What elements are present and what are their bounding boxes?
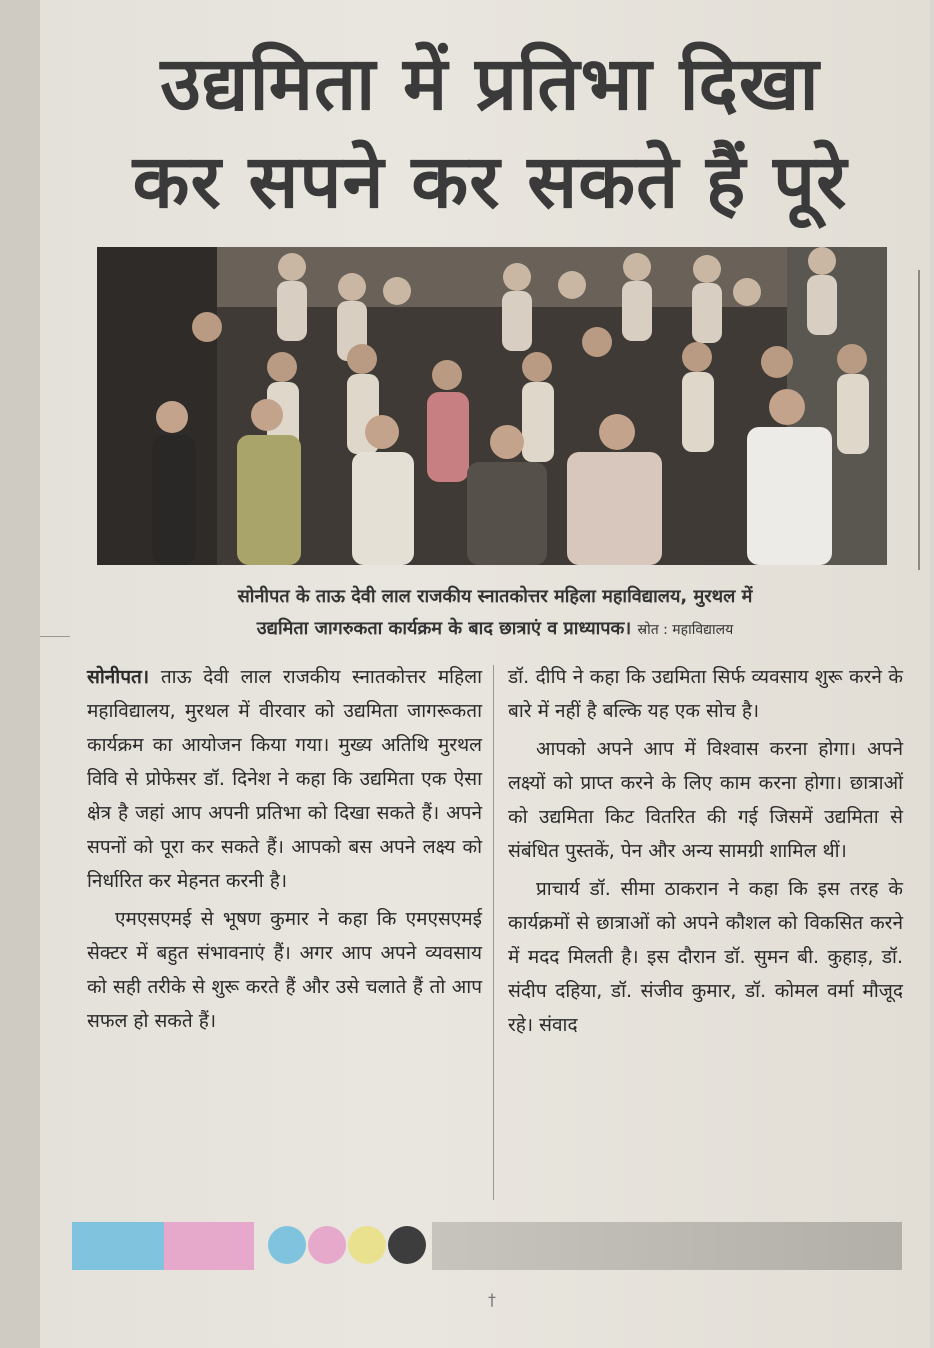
headline-line-2: कर सपने कर सकते हैं पूरे	[132, 139, 848, 225]
color-bar-gray	[432, 1222, 902, 1270]
article-paragraph-5	[508, 872, 903, 1042]
paragraph-text: प्राचार्य डॉ. सीमा ठाकरान ने कहा कि इस तरह के कार्यक्रमों से छात्राओं को अपने कौशल को विकसित करने में मदद मिलती है। इस दौरान डॉ. सुमन बी. कुहाड़, डॉ. संदीप दहिया, डॉ. संजीव कुमार, डॉ. कोमल वर्मा मौजूद रहे।	[508, 878, 903, 1036]
divider	[40, 636, 70, 637]
registration-dot-cyan	[268, 1226, 306, 1264]
headline-line-1: उद्यमिता में प्रतिभा दिखा	[160, 41, 820, 127]
photo-source-credit: स्रोत : महाविद्यालय	[637, 622, 734, 638]
color-bar-cyan	[72, 1222, 164, 1270]
paragraph-text: ताऊ देवी लाल राजकीय स्नातकोत्तर महिला महाविद्यालय, मुरथल में वीरवार को उद्यमिता जागरूकता कार्यक्रम का आयोजन किया गया। मुख्य अतिथि मुरथल विवि से प्रोफेसर डॉ. दिनेश ने कहा कि उद्यमिता एक ऐसा क्षेत्र है जहां आप अपनी प्रतिभा को दिखा सकते हैं। अपने सपनों को पूरा कर सकते हैं। आपको बस अपने लक्ष्य को निर्धारित कर मेहनत करनी है।	[87, 666, 482, 892]
article-paragraph-3: डॉ. दीपि ने कहा कि उद्यमिता सिर्फ व्यवसाय शुरू करने के बारे में नहीं है बल्कि यह एक सोच है।	[508, 666, 903, 722]
article-paragraph-4: आपको अपने आप में विश्वास करना होगा। अपने लक्ष्यों को प्राप्त करने के लिए काम करना होगा। छात्राओं को उद्यमिता किट वितरित की गई जिसमें उद्यमिता से संबंधित पुस्तकें, पेन और अन्य सामग्री शामिल थीं।	[508, 738, 903, 862]
registration-dot-yellow	[348, 1226, 386, 1264]
byline: संवाद	[539, 1014, 578, 1036]
group-photo	[97, 247, 887, 565]
adjacent-column-fragment	[918, 270, 934, 570]
photo-caption-line-2	[100, 616, 890, 640]
caption-text: उद्यमिता जागरुकता कार्यक्रम के बाद छात्राएं व प्राध्यापक।	[256, 618, 632, 639]
registration-dot-black	[388, 1226, 426, 1264]
color-bar-magenta	[164, 1222, 254, 1270]
page-mark: †	[488, 1290, 496, 1309]
article-paragraph-2: एमएसएमई से भूषण कुमार ने कहा कि एमएसएमई सेक्टर में बहुत संभावनाएं हैं। अगर आप अपने व्यवसाय को सही तरीके से शुरू करते हैं और उसे चलाते हैं तो आप सफल हो सकते हैं।	[87, 908, 482, 1032]
article-paragraph-1	[87, 660, 482, 898]
column-divider	[493, 665, 494, 1200]
article-column-left	[87, 660, 482, 1038]
registration-dot-magenta	[308, 1226, 346, 1264]
dateline: सोनीपत।	[87, 666, 150, 688]
page-left-edge	[0, 0, 40, 1348]
article-column-right	[508, 660, 903, 1042]
group-photo-icon	[97, 247, 887, 565]
photo-caption-line-1: सोनीपत के ताऊ देवी लाल राजकीय स्नातकोत्तर महिला महाविद्यालय, मुरथल में	[237, 586, 753, 607]
